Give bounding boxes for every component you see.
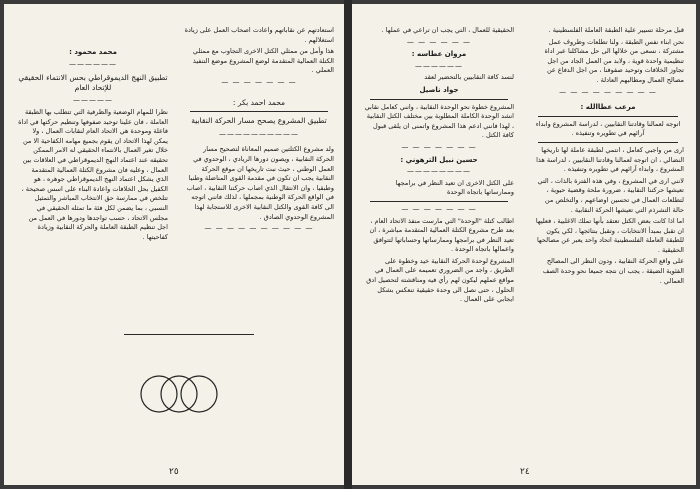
left-page-left-column: [18, 26, 168, 244]
speaker-name: مرعب عطاالله :: [580, 103, 636, 112]
section-dashes: — — — — — —: [406, 37, 472, 46]
name-underline-dashes: ——————: [415, 61, 463, 70]
separator-line: [538, 142, 678, 143]
separator-line: [190, 111, 328, 112]
paragraph: نظرا للمهام الوضعية والظرفية التي تتطلب بها الطبقة العاملة ، فان علينا توحيد صفوفها وتنظيم حركتها في اداة فاعلة وموحدة هي الاتحاد العام لنقابات العمال ، ولا يمكن لهذا الاتحاد ان يقوم بجميع مهامه الكفاحية الا من خلال تغير العمال بالانتماء الحقيقي له الامر الممكن تحقيقه عند اعتماد النهج الديموقراطي في العلاقات بين العمال ، وعليه فان مشروع الكتلة العمالية المتقدمة الذي يشكل اعتماد النهج الديموقراطي جوهره ، هو الكفيل بحل الخلافات واعادة البناء على اسس صحيحة ، تتلخص في ممارسة حق الانتخاب المباشر والتمثيل النسبي ، بما يضمن لكل فئة ما تمثله الحقيقي في مجلس الاتحاد ، حسب تواجدها ودورها في العمل من اجل تنظيم الطبقة العاملة والحركة النقابية وزيادة كفاحيتها .: [18, 107, 168, 241]
section-dashes: — — — — — — — — — —: [204, 224, 314, 233]
speaker-name: محمد محمود :: [69, 48, 117, 56]
page-number: ٢٤: [520, 467, 530, 477]
separator-line: [538, 116, 678, 117]
paragraph: اطالب كتلة "الوحدة" التي مارست منفذ الاتحاد العام ، بعد طرح مشروع الكتلة العمالية المتقدمة مباشرة ، ان تعيد النظر في برامجها وممارساتها وحساباتها لتتوافق واعمالها باتجاه الوحدة .: [369, 216, 514, 254]
paragraph: هذا وأمل من ممثلي الكتل الاخرى التجاوب مع ممثلي الكتلة العمالية المتقدمة لوضع المشروع موضع التنفيذ العملي .: [192, 47, 334, 75]
title-underline-dashes: —————: [73, 96, 113, 105]
title-underline-dashes: ——————————: [219, 129, 299, 138]
paragraph: على الكتل الاخرى ان تعيد النظر في برامجها وممارساتها باتجاه الوحدة: [395, 178, 514, 197]
paragraph: ولد مشروع الكتلتين صميم المعاناة لتصحيح مسار الحركة النقابية ، ويصون دورها الريادي ، الوحدوي في العمل الوطني ، حيث نبت تاريخها ان موقع الحركة النقابية يجب ان تكون في مقدمة القوى المناضلة وطنيا وطبقيا ، وان الانتقال الذي اصاب حركتنا النقابية ، اصاب في الواقع الحركة الوطنية بمجملها ، لذلك فانني اتوجه الى كافة القوى والكتل النقابية الاخرى للاستجابة لهذا المشروع الوحدوي الصادق .: [186, 145, 334, 221]
paragraph: المشروع خطوة نحو الوحدة النقابية ، وانني كعامل نقابي انشد الوحدة الكاملة المطلوبة بين مختلف الكتل النقابية ، لهذا فانني ادعم هذا المشروع واتمنى ان يلقى قبول كافة الكتل .: [364, 102, 514, 140]
left-page-right-column: [184, 26, 334, 236]
section-dashes: — — — — — — —: [401, 204, 477, 213]
separator-line: [370, 99, 508, 100]
name-underline-dashes: ——————: [69, 59, 117, 68]
paragraph: لانني ارى في المشروع ، وفي هذه الفترة بالذات ، التي تعيشها حركتنا النقابية ، ضرورة ملحة وقضية حيوية ، لتطلعات العمال في تحسين اوضاعهم ، والتخلص من حالة التشرذم التي تعيشها الحركة النقابية .: [537, 176, 684, 214]
page-number: ٢٥: [169, 467, 179, 477]
article-title: تطبيق المشروع يصحح مسار الحركة النقابية: [191, 116, 327, 126]
left-page: [4, 4, 344, 485]
paragraph: نحن ابناء نفس الطبقة ، ولنا تطلعات وظروف عمل مشتركة ، نسعى من خلالها الى حل مشاكلنا عبر اداة تنظيمية واحدة قوية ، ولابد من العمل الجاد من اجل تجاوز الخلافات وتوحيد صفوفنا ، من اجل الدفاع عن مصالح العمال ومطالبهم العادلة .: [544, 37, 684, 84]
closing-rule: [124, 334, 254, 335]
right-page-left-column: [364, 26, 514, 307]
paragraph: المشروع لوحدة الحركة النقابية خيد وخطوة على الطريق ، واجد من الضروري تعميمه على العمال في مواقع عملهم ليكون لهم رأي فيه ومناقشته لتحصيل ادق الحلول ، حتى نصل الى وحدة حقيقية تنعكس بشكل ايجابي على العمال .: [366, 256, 514, 304]
article-title: تطبيق النهج الديموقراطي بحس الانتماء الحقيقي للإتحاد العام: [18, 73, 168, 92]
speaker-name: جواد ناصيل: [419, 85, 459, 94]
paragraph: اما اذا كانت بعض الكتل تعتقد بأنها تملك الاغلبية ، فعليها ان تقبل بمبدأ الانتخابات ، وتقبل بنتائجها ، لكي يكون للطبقة العاملة الفلسطينية اتحاد واحد يعبر عن مصالحها الحقيقية .: [535, 217, 684, 254]
name-underline-dashes: ————————: [407, 167, 471, 176]
paragraph: استعادتهم عن نقاباتهم واعادت اصحاب العمل على زيادة استغلالهم .: [184, 26, 334, 44]
paragraph: قبل مرحلة تسيير علية الطبقة العاملة الفلسطينية .: [548, 26, 684, 34]
section-dashes: — — — — — — — — —: [559, 87, 657, 96]
paragraph: الحقيقية للعمال ، التي يجب ان تراعي في عملها .: [381, 26, 514, 34]
section-dashes: — — — — — — —: [221, 77, 297, 86]
paragraph: اتوجه لعمالنا وقادتنا النقابيين ، لدراسة المشروع وابداء آرائهم في تطويره وتنفيذه .: [535, 119, 681, 138]
paragraph: ارى من واجبي كعامل ، انتمي لطبقة عاملة لها تاريخها النضالي ، ان اتوجه لعمالنا وقادتنا النقابيين ، لدراسة هذا المشروع ، وابداء آرائهم في تطويره وتنفيذه .: [536, 145, 684, 174]
right-page: [352, 4, 696, 485]
paragraph: على واقع الحركة النقابية ، ودون النظر الى المصالح الفئوية الضيقة ، يجب ان نتجه جميعا نحو وحدة الصف العمالي .: [542, 257, 684, 285]
speaker-name: مروان عطاسه :: [411, 50, 467, 59]
speaker-name: حسين نبيل الترهوني :: [400, 155, 478, 164]
paragraph: لنسد كافة النقابيين بالتحضير لعقد: [424, 73, 514, 82]
interlocking-rings-logo: [139, 369, 219, 419]
section-dashes: — — — — — — —: [401, 142, 477, 151]
speaker-name: محمد احمد بكر :: [232, 97, 286, 107]
separator-line: [370, 201, 508, 202]
right-page-right-column: [532, 26, 684, 288]
binding-gutter: [344, 0, 352, 489]
